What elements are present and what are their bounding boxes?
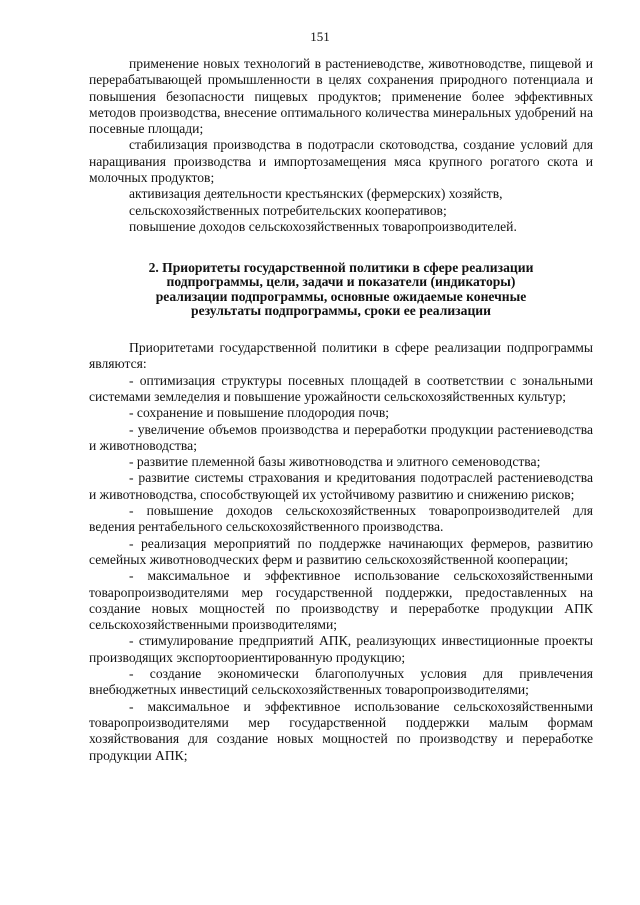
document-body <box>89 56 593 764</box>
section-heading-line: подпрограммы, цели, задачи и показатели (индикаторы) <box>166 274 516 290</box>
intro-paragraph-2: стабилизация производства в подотрасли скотоводства, создание условий для наращивания производства и импортозамещения мяса крупного рогатого скота и молочных продуктов; <box>89 137 593 186</box>
section-heading-line: 2. Приоритеты государственной политики в сфере реализации <box>148 260 534 276</box>
list-item: - оптимизация структуры посевных площадей в соответствии с зональными системами земледелия и повышение урожайности сельскохозяйственных культур; <box>89 372 593 404</box>
list-item: - максимальное и эффективное использование сельскохозяйственными товаропроизводителями мер государственной поддержки, предоставленных на создание новых мощностей по производству и переработке продукции АПК сельскохозяйственными производителями; <box>89 568 593 633</box>
section-lead-paragraph: Приоритетами государственной политики в сфере реализации подпрограммы являются: <box>89 340 593 372</box>
page-number: 151 <box>310 29 330 44</box>
list-item: - увеличение объемов производства и переработки продукции растениеводства и животноводства; <box>89 421 593 453</box>
list-item: - создание экономически благополучных условия для привлечения внебюджетных инвестиций сельскохозяйственных товаропроизводителями; <box>89 666 593 698</box>
intro-paragraph-3a: активизация деятельности крестьянских (фермерских) хозяйств, <box>129 186 503 202</box>
intro-paragraph-1: применение новых технологий в растениеводстве, животноводстве, пищевой и перерабатывающей промышленности в целях сохранения природного потенциала и повышения безопасности пищевых продуктов; применение более эффективных методов производства, внесение оптимального количества минеральных удобрений на посевные площади; <box>89 56 593 137</box>
list-item: - сохранение и повышение плодородия почв; <box>129 405 390 421</box>
section-heading <box>89 261 593 318</box>
section-heading-line: реализации подпрограммы, основные ожидаемые конечные <box>155 288 527 304</box>
intro-paragraph-3b: сельскохозяйственных потребительских кооперативов; <box>129 202 447 218</box>
list-item: - развитие системы страхования и кредитования подотраслей растениеводства и животноводства, способствующей их устойчивому развитию и снижению рисков; <box>89 470 593 502</box>
list-item: - развитие племенной базы животноводства и элитного семеноводства; <box>129 454 541 470</box>
list-item: - повышение доходов сельскохозяйственных товаропроизводителей для ведения рентабельного сельскохозяйственного производства. <box>89 503 593 535</box>
list-item: - стимулирование предприятий АПК, реализующих инвестиционные проекты производящих экспортоориентированную продукцию; <box>89 633 593 665</box>
list-item: - максимальное и эффективное использование сельскохозяйственными товаропроизводителями мер государственной поддержки малым формам хозяйствования для создание новых мощностей по производству и переработке продукции АПК; <box>89 698 593 763</box>
list-item: - реализация мероприятий по поддержке начинающих фермеров, развитию семейных животноводческих ферм и развитию сельскохозяйственной кооперации; <box>89 535 593 567</box>
intro-paragraph-4: повышение доходов сельскохозяйственных товаропроизводителей. <box>129 218 517 234</box>
section-heading-line: результаты подпрограммы, сроки ее реализации <box>191 302 491 318</box>
